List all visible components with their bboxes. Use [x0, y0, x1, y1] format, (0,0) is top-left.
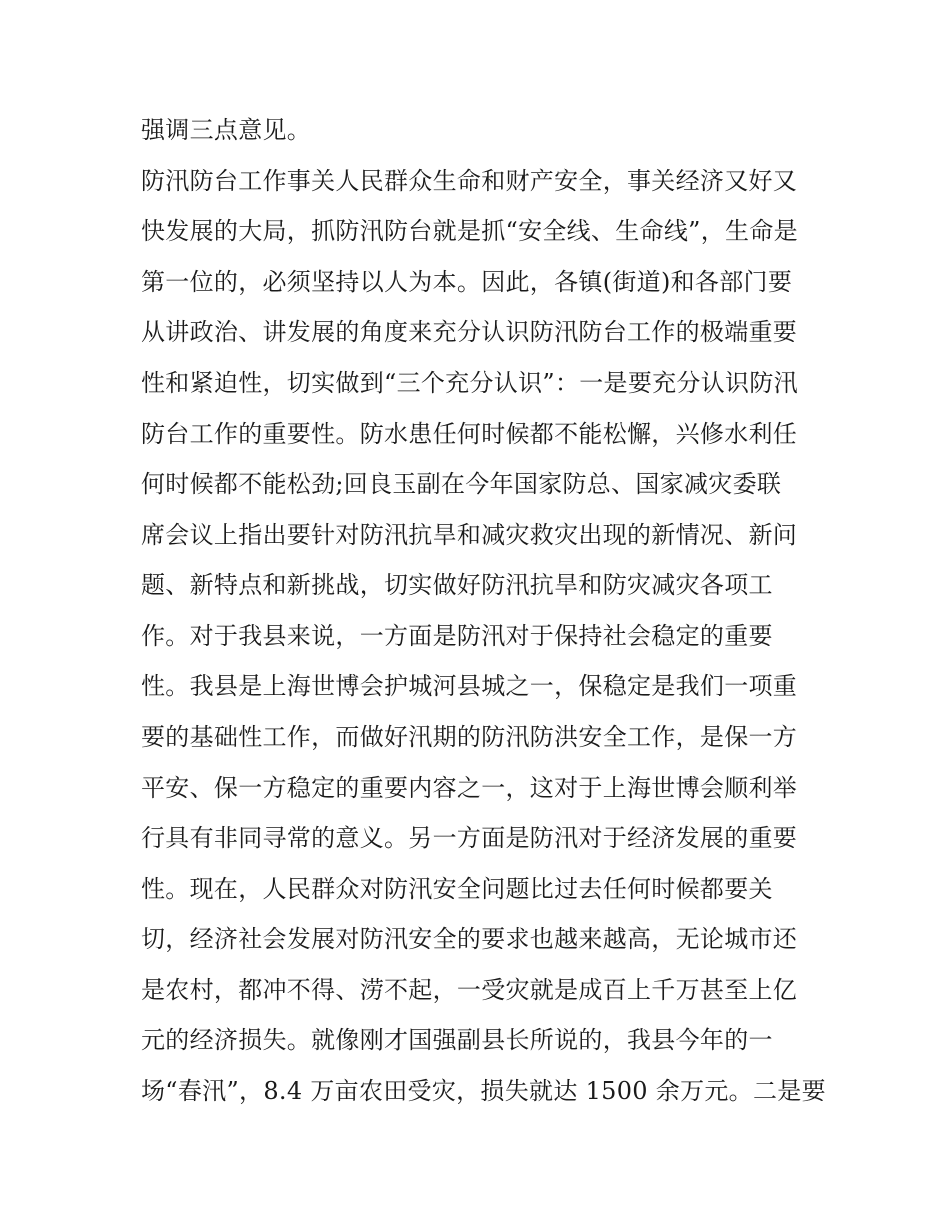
text-line: 元的经济损失。就像刚才国强副县长所说的，我县今年的一 [141, 1026, 773, 1054]
text-line: 要的基础性工作，而做好汛期的防汛防洪安全工作，是保一方 [141, 723, 798, 751]
text-line: 何时候都不能松劲;回良玉副在今年国家防总、国家减灾委联 [141, 470, 782, 498]
text-line: 性。现在，人民群众对防汛安全问题比过去任何时候都要关 [141, 875, 773, 903]
text-line: 题、新特点和新挑战，切实做好防汛抗旱和防灾减灾各项工 [141, 571, 773, 599]
text-line: 防汛防台工作事关人民群众生命和财产安全，事关经济又好又 [141, 167, 798, 195]
text-line: 性和紧迫性，切实做到“三个充分认识”：一是要充分认识防汛 [141, 369, 798, 397]
text-line: 从讲政治、讲发展的角度来充分认识防汛防台工作的极端重要 [141, 318, 798, 346]
text-line: 性。我县是上海世博会护城河县城之一，保稳定是我们一项重 [141, 672, 798, 700]
text-line: 平安、保一方稳定的重要内容之一，这对于上海世博会顺利举 [141, 774, 798, 802]
text-line: 切，经济社会发展对防汛安全的要求也越来越高，无论城市还 [141, 925, 798, 953]
text-line: 是农村，都冲不得、涝不起，一受灾就是成百上千万甚至上亿 [141, 976, 798, 1004]
text-line: 强调三点意见。 [141, 116, 312, 144]
text-line: 快发展的大局，抓防汛防台就是抓“安全线、生命线”，生命是 [141, 217, 798, 245]
text-line: 行具有非同寻常的意义。另一方面是防汛对于经济发展的重要 [141, 824, 798, 852]
text-line: 作。对于我县来说，一方面是防汛对于保持社会稳定的重要 [141, 622, 773, 650]
text-line: 第一位的，必须坚持以人为本。因此，各镇(街道)和各部门要 [141, 268, 793, 296]
text-line: 场“春汛”，8.4 万亩农田受灾，损失就达 1500 余万元。二是要 [141, 1077, 826, 1105]
text-line: 席会议上指出要针对防汛抗旱和减灾救灾出现的新情况、新问 [141, 521, 798, 549]
text-line: 防台工作的重要性。防水患任何时候都不能松懈，兴修水利任 [141, 420, 798, 448]
